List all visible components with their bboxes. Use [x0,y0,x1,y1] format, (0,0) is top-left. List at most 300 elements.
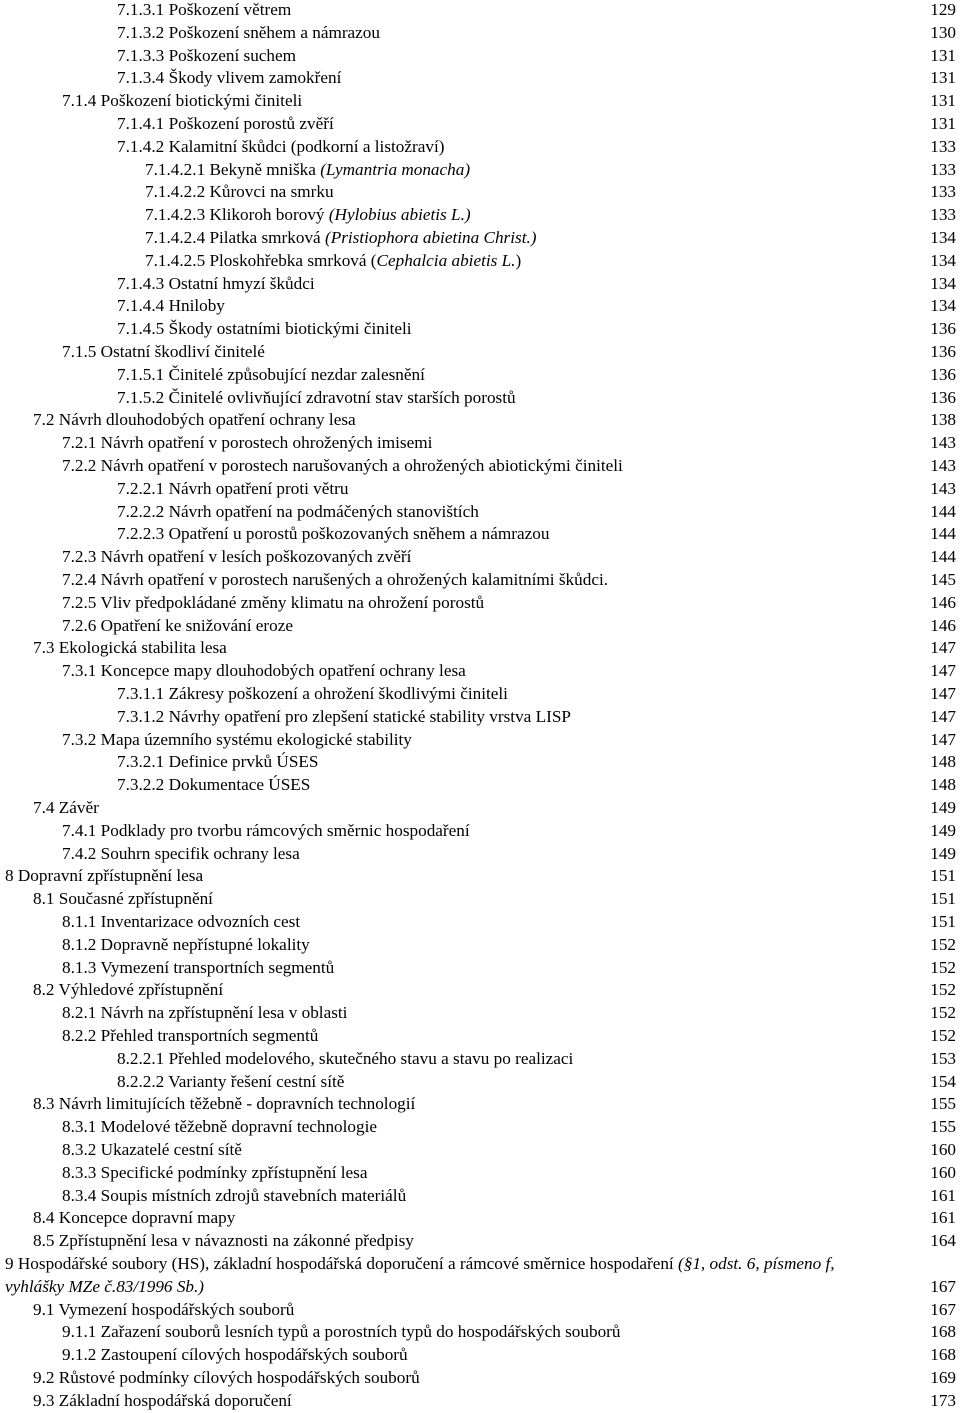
toc-entry-title [117,478,349,501]
toc-entry-text: Opatření ke snižování eroze [100,615,293,635]
toc-entry-page: 147 [930,729,956,749]
toc-entry-text: Inventarizace odvozních cest [100,912,301,931]
toc-entry[interactable] [0,1344,956,1367]
toc-entry[interactable] [0,865,956,888]
toc-entry-number: 7.1.4.5 [117,319,165,339]
toc-entry-page: 153 [930,1048,956,1068]
toc-entry-text: Zastoupení cílových hospodářských souborů [100,1345,408,1365]
toc-entry-number: 8.4 [33,1208,55,1228]
toc-entry[interactable] [0,113,956,136]
toc-entry-number: 7.4 [33,798,55,817]
toc-entry-number: 7.1.4.3 [117,273,165,293]
toc-entry-number: 7.3.1.1 [117,684,165,703]
toc-entry-number: 7.4.1 [62,820,97,840]
toc-entry-title [145,227,537,250]
toc-entry-text: Ostatní hmyzí škůdci [168,273,315,293]
toc-entry[interactable] [0,136,956,159]
toc-entry-page: 167 [930,1299,956,1319]
toc-entry-number: 7.2.6 [62,615,97,635]
toc-entry-title [33,1299,294,1322]
toc-entry[interactable] [0,501,956,524]
toc-entry-number: 8.2 [33,980,55,1000]
toc-entry-number: 7.3.1 [62,661,97,681]
toc-entry-page: 160 [930,1162,956,1182]
toc-entry-title [117,774,310,797]
toc-entry[interactable] [0,957,956,980]
toc-entry-title [33,409,356,432]
toc-entry-page: 152 [930,1026,956,1045]
toc-entry-number: 8.3.1 [62,1117,97,1137]
toc-entry-number: 7.1.4.2.4 [145,228,206,247]
toc-entry-page: 161 [930,1185,956,1205]
toc-entry-page: 134 [930,273,956,293]
toc-entry-number: 8.3.3 [62,1162,97,1182]
toc-entry-page: 133 [930,205,956,225]
toc-entry-page: 134 [930,250,956,270]
toc-entry-title [62,546,411,569]
toc-entry-page: 152 [930,934,956,954]
toc-entry-text: Dopravní zpřístupnění lesa [17,866,204,886]
toc-entry-title [145,181,334,204]
toc-entry-page: 131 [930,68,956,88]
toc-entry-text: Poškození suchem [168,45,297,65]
toc-entry-page: 133 [930,136,956,156]
toc-entry-page: 149 [930,820,956,840]
toc-entry-number: 8.5 [33,1231,55,1251]
toc-entry-number: 9 [5,1254,14,1273]
toc-entry-title [62,729,412,752]
toc-entry-page: 145 [930,570,956,589]
toc-entry[interactable] [0,227,956,250]
toc-entry-number: 8.1 [33,889,55,909]
toc-entry-title [117,1071,344,1094]
toc-entry-text: Vliv předpokládané změny klimatu na ohrožení porostů [100,592,485,612]
toc-entry-number: 7.1.3.4 [117,68,165,88]
toc-entry-title [117,67,341,90]
toc-entry-page: 152 [930,957,956,977]
toc-entry-title [33,979,223,1002]
toc-entry[interactable] [0,888,956,911]
toc-entry-number: 8.1.3 [62,957,97,977]
toc-entry-title [117,683,508,706]
toc-entry-page: 161 [930,1208,956,1228]
toc-entry-number: 7.1.4.2.1 [145,159,206,179]
toc-entry-title [145,159,470,182]
toc-entry-text: Vymezení transportních segmentů [100,957,335,977]
toc-entry-page: 144 [930,524,956,544]
toc-entry[interactable] [0,683,956,706]
toc-entry[interactable] [0,1116,956,1139]
toc-entry-title [62,1116,377,1139]
toc-entry-page: 152 [930,1003,956,1023]
toc-entry[interactable] [0,1185,956,1208]
toc-entry-number: 7.1.3.3 [117,45,165,65]
toc-entry[interactable] [0,820,956,843]
toc-entry-text: Přehled transportních segmentů [100,1026,319,1045]
toc-entry-italic: (Lymantria monacha) [320,159,471,179]
toc-entry-page: 148 [930,752,956,772]
toc-entry-title [33,1390,292,1413]
toc-entry-number: 7.2.2.1 [117,478,165,498]
toc-entry-title [62,1344,408,1367]
toc-entry-title [62,1185,406,1208]
toc-entry-page: 136 [930,364,956,384]
toc-entry-page: 147 [930,638,956,658]
toc-entry-title [117,318,412,341]
toc-entry-number: 7.3.1.2 [117,706,165,726]
toc-entry[interactable] [0,90,956,113]
toc-entry-title [33,888,213,911]
toc-entry-text: Ekologická stabilita lesa [58,638,227,658]
toc-entry-title [117,706,571,729]
toc-entry-title [62,615,293,638]
toc-entry-text: Bekyně mniška [209,159,316,179]
toc-entry[interactable] [0,0,956,22]
toc-entry[interactable] [0,204,956,227]
toc-entry-text: Návrh limitujících těžebně - dopravních technologií [58,1094,416,1114]
toc-entry-title [62,911,300,934]
toc-entry-number: 7.1.5.2 [117,387,165,407]
toc-entry-number: 7.1.4.2.5 [145,250,206,270]
toc-entry-title [117,387,516,410]
toc-entry[interactable] [0,751,956,774]
toc-entry-text: Závěr [58,798,99,817]
toc-entry-page: 133 [930,182,956,202]
toc-entry-number: 9.2 [33,1368,55,1387]
toc-entry-page: 144 [930,501,956,521]
toc-entry-text: Vymezení hospodářských souborů [58,1299,295,1319]
toc-entry-text: Výhledové zpřístupnění [58,980,224,1000]
toc-entry-number: 7.3.2 [62,729,97,749]
toc-entry[interactable] [0,159,956,182]
toc-entry-text: Škody vlivem zamokření [168,68,342,88]
toc-entry-page: 143 [930,456,956,475]
toc-entry-title [33,797,99,820]
toc-entry-title [62,1002,347,1025]
toc-entry-title [62,341,265,364]
toc-entry[interactable] [0,341,956,364]
toc-entry-page: 146 [930,615,956,635]
toc-entry-title [62,592,484,615]
toc-entry-number: 8.2.2.2 [117,1071,165,1091]
toc-entry-title [117,364,425,387]
toc-entry[interactable] [0,181,956,204]
toc-entry-title [33,1093,415,1116]
toc-entry-title [62,1139,242,1162]
toc-entry-number: 7.2.2.3 [117,524,165,544]
toc-entry-number: 9.1.2 [62,1345,97,1365]
toc-entry-number: 7.3 [33,638,55,658]
toc-entry-page: 136 [930,387,956,407]
toc-entry[interactable] [0,295,956,318]
toc-entry-title [62,820,470,843]
toc-entry-page: 136 [930,342,956,361]
toc-entry[interactable] [0,729,956,752]
toc-entry-title [62,957,334,980]
toc-entry-text: Poškození porostů zvěří [168,114,334,133]
toc-entry-text: Návrh dlouhodobých opatření ochrany lesa [58,410,356,430]
toc-entry-number: 7.2.3 [62,547,97,567]
toc-entry-italic: (Hylobius abietis L.) [328,205,471,225]
toc-entry-number: 8.1.1 [62,912,97,931]
toc-entry-text: Specifické podmínky zpřístupnění lesa [100,1162,368,1182]
toc-entry[interactable] [0,592,956,615]
toc-entry-page: 154 [930,1071,956,1091]
toc-entry-page: 151 [930,889,956,909]
toc-entry-page: 131 [930,91,956,111]
toc-entry-page: 149 [930,843,956,863]
toc-entry[interactable] [0,387,956,410]
toc-entry-page: 131 [930,45,956,65]
toc-entry-number: 7.3.2.1 [117,752,165,772]
toc-entry-text: Návrh opatření v porostech narušovaných a ohrožených abiotickými činiteli [100,456,623,475]
toc-entry[interactable] [0,1048,956,1071]
toc-entry-text: Návrh opatření v porostech narušených a ohrožených kalamitními škůdci. [100,570,609,589]
toc-entry-page: 134 [930,296,956,316]
toc-entry-title [145,250,521,273]
toc-entry-page: 155 [930,1094,956,1114]
toc-entry-page: 144 [930,547,956,567]
toc-entry-page: 151 [930,912,956,931]
toc-entry[interactable] [0,22,956,45]
toc-entry-page: 146 [930,592,956,612]
toc-entry[interactable] [0,1002,956,1025]
toc-entry-title [62,934,310,957]
toc-entry-number: 7.2.2 [62,456,97,475]
toc-entry-italic: (§1, odst. 6, písmeno f, vyhlášky MZe č.83/1996 Sb.) [5,1254,835,1296]
toc-entry-number: 7.1.5 [62,342,97,361]
toc-entry[interactable] [0,1025,956,1048]
toc-entry-text: Poškození biotickými činiteli [100,91,303,111]
toc-entry-text: Klikoroh borový [209,205,325,225]
toc-entry-number: 7.1.4.2.3 [145,205,206,225]
toc-entry[interactable] [0,979,956,1002]
toc-entry-number: 7.2.2.2 [117,501,165,521]
toc-entry[interactable] [0,250,956,273]
toc-entry-text: Varianty řešení cestní sítě [168,1071,345,1091]
toc-entry-title [117,45,296,68]
toc-entry-page: 147 [930,684,956,703]
toc-entry-page: 168 [930,1345,956,1365]
toc-entry-text: Současné zpřístupnění [58,889,213,909]
toc-entry-page: 160 [930,1140,956,1159]
toc-entry-text: Ploskohřebka smrková ( [209,250,377,270]
toc-entry-text: Opatření u porostů poškozovaných sněhem a námrazou [168,524,550,544]
toc-entry-title [117,1048,573,1071]
toc-entry-title [5,865,203,888]
toc-entry-title [5,1253,880,1299]
toc-entry-title [62,90,302,113]
toc-entry-title [62,569,608,592]
toc-entry-text: Dopravně nepřístupné lokality [100,934,310,954]
toc-entry-number: 7.1.5.1 [117,364,165,384]
toc-entry-title [62,1162,368,1185]
toc-entry-page: 143 [930,433,956,453]
toc-entry-title [117,136,444,159]
toc-entry-text: Dokumentace ÚSES [168,775,311,795]
toc-entry-number: 7.1.4.2.2 [145,182,206,202]
toc-entry-number: 7.2.5 [62,592,97,612]
toc-entry-page: 155 [930,1117,956,1137]
toc-entry[interactable] [0,843,956,866]
toc-entry-number: 8.2.2 [62,1026,97,1045]
toc-entry-text: Koncepce mapy dlouhodobých opatření ochrany lesa [100,661,466,681]
toc-entry-number: 7.2.1 [62,433,97,453]
toc-entry-title [33,1230,414,1253]
toc-entry-title [62,455,623,478]
toc-entry[interactable] [0,409,956,432]
toc-entry-number: 8.2.1 [62,1003,97,1023]
toc-entry[interactable] [0,1071,956,1094]
toc-entry[interactable] [0,660,956,683]
toc-entry-title [62,660,466,683]
toc-entry[interactable] [0,1253,956,1299]
toc-entry-text: Zpřístupnění lesa v návaznosti na zákonné předpisy [58,1231,414,1251]
toc-entry-number: 8 [5,866,14,886]
toc-entry[interactable] [0,45,956,68]
toc-entry[interactable] [0,615,956,638]
toc-entry[interactable] [0,774,956,797]
toc-entry-text: Koncepce dopravní mapy [58,1208,236,1228]
toc-entry-number: 7.1.4.2 [117,136,165,156]
toc-entry[interactable] [0,318,956,341]
toc-entry-title [117,523,549,546]
toc-entry-text: Návrh na zpřístupnění lesa v oblasti [100,1003,348,1023]
toc-entry-page: 164 [930,1231,956,1251]
toc-entry-page: 149 [930,798,956,817]
toc-entry-number: 7.3.2.2 [117,775,165,795]
toc-entry-text: Hniloby [168,296,225,316]
toc-entry[interactable] [0,273,956,296]
toc-entry-text: Poškození větrem [168,0,292,19]
toc-entry-text: Činitelé způsobující nezdar zalesnění [168,364,425,384]
toc-entry-page: 151 [930,866,956,886]
toc-entry-page: 143 [930,478,956,498]
toc-entry-text: Růstové podmínky cílových hospodářských souborů [58,1368,420,1387]
toc-entry-number: 9.3 [33,1390,55,1410]
toc-entry-text: Základní hospodářská doporučení [58,1390,292,1410]
toc-entry-number: 9.1.1 [62,1322,97,1342]
toc-entry[interactable] [0,67,956,90]
toc-entry-page: 173 [930,1390,956,1410]
toc-entry-page: 129 [930,0,956,19]
toc-entry-title [117,501,479,524]
toc-entry[interactable] [0,478,956,501]
toc-entry-page: 147 [930,706,956,726]
toc-entry[interactable] [0,1367,956,1390]
toc-entry-page: 148 [930,775,956,795]
toc-entry[interactable] [0,1207,956,1230]
toc-entry-text: Souhrn specifik ochrany lesa [100,843,300,863]
toc-entry-title [62,1321,621,1344]
toc-entry-page: 167 [930,1276,956,1296]
toc-entry-page: 136 [930,319,956,339]
toc-entry-text: Hospodářské soubory (HS), základní hospodářská doporučení a rámcové směrnice hospodaření [17,1254,674,1273]
toc-entry-text: Kalamitní škůdci (podkorní a listožraví) [168,136,445,156]
toc-entry-title [117,295,225,318]
toc-entry[interactable] [0,797,956,820]
toc-entry-text: Podklady pro tvorbu rámcových směrnic hospodaření [100,820,470,840]
toc-entry-text: Kůrovci na smrku [209,182,334,202]
toc-entry-page: 147 [930,661,956,681]
toc-entry[interactable] [0,911,956,934]
toc-entry[interactable] [0,546,956,569]
toc-entry-number: 9.1 [33,1299,55,1319]
toc-entry-number: 7.1.4 [62,91,97,111]
toc-entry[interactable] [0,523,956,546]
toc-entry[interactable] [0,1299,956,1322]
toc-entry-italic: Cephalcia abietis L. [376,250,516,270]
toc-entry-number: 8.1.2 [62,934,97,954]
toc-entry-number: 8.3.4 [62,1185,97,1205]
toc-entry[interactable] [0,1321,956,1344]
toc-entry-number: 7.1.3.1 [117,0,165,19]
toc-entry-text: Definice prvků ÚSES [168,752,319,772]
toc-entry-title [33,1207,235,1230]
toc-entry-title [145,204,471,227]
toc-entry-title [33,1367,420,1390]
toc-entry-title [62,1025,318,1048]
toc-entry-text: Návrhy opatření pro zlepšení statické stability vrstva LISP [168,706,571,726]
toc-entry-title [117,113,334,136]
toc-entry-number: 7.1.4.4 [117,296,165,316]
toc-entry-title [117,273,315,296]
toc-entry[interactable] [0,934,956,957]
toc-entry[interactable] [0,364,956,387]
toc-entry[interactable] [0,1230,956,1253]
toc-entry-text: Návrh opatření na podmáčených stanovištích [168,501,479,521]
toc-entry[interactable] [0,569,956,592]
toc-entry-italic: (Pristiophora abietina Christ.) [324,228,537,247]
toc-entry-text: Mapa územního systému ekologické stability [100,729,412,749]
toc-entry-page: 168 [930,1322,956,1342]
toc-entry-page: 152 [930,980,956,1000]
toc-entry-text: Návrh opatření proti větru [168,478,349,498]
toc-entry[interactable] [0,455,956,478]
toc-entry-number: 8.3.2 [62,1140,97,1159]
toc-entry-title [62,843,300,866]
toc-entry[interactable] [0,1390,956,1413]
toc-entry-number: 7.4.2 [62,843,97,863]
toc-entry-text: Návrh opatření v porostech ohrožených imisemi [100,433,433,453]
toc-entry-title [33,637,227,660]
toc-entry-text: Ukazatelé cestní sítě [100,1140,242,1159]
toc-entry-number: 7.1.3.2 [117,22,165,42]
toc-entry[interactable] [0,1093,956,1116]
toc-entry-page: 169 [930,1368,956,1387]
toc-entry[interactable] [0,706,956,729]
toc-entry-title [117,22,380,45]
toc-entry-number: 7.2.4 [62,570,97,589]
toc-entry-number: 7.2 [33,410,55,430]
toc-entry-text: Zařazení souborů lesních typů a porostních typů do hospodářských souborů [100,1322,621,1342]
toc-entry-page: 130 [930,22,956,42]
toc-entry[interactable] [0,432,956,455]
toc-entry-text: Pilatka smrková [209,228,321,247]
toc-entry-title [117,0,291,22]
toc-entry[interactable] [0,1162,956,1185]
toc-entry-suffix: ) [515,250,522,270]
toc-entry-text: Ostatní škodliví činitelé [100,342,265,361]
toc-entry[interactable] [0,637,956,660]
toc-entry-page: 138 [930,410,956,430]
toc-entry-title [117,751,318,774]
toc-entry[interactable] [0,1139,956,1162]
toc-entry-text: Poškození sněhem a námrazou [168,22,380,42]
toc-entry-title [62,432,432,455]
toc-entry-text: Zákresy poškození a ohrožení škodlivými činiteli [168,684,508,703]
toc-entry-text: Soupis místních zdrojů stavebních materiálů [100,1185,407,1205]
